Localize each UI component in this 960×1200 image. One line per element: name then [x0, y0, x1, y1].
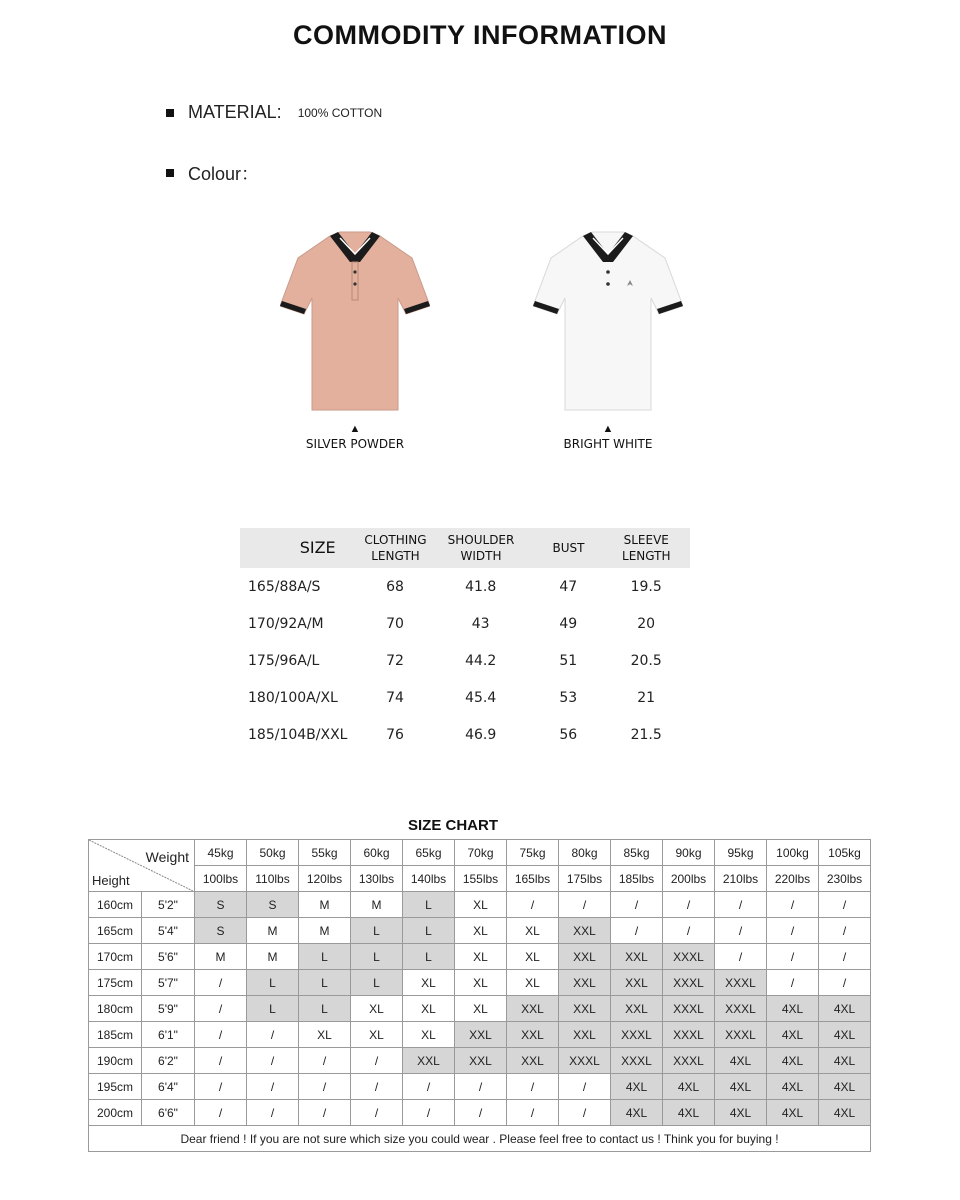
height-ft-cell: 5'6" — [142, 944, 195, 970]
polo-shirt-icon — [533, 228, 683, 412]
size-cell: 4XL — [611, 1074, 663, 1100]
size-cell: XXL — [559, 1022, 611, 1048]
height-cm-cell: 200cm — [89, 1100, 142, 1126]
size-cell: XXXL — [663, 970, 715, 996]
colour-label: Colour： — [188, 164, 260, 184]
header-size: SIZE — [299, 538, 336, 557]
measurement-cell: 46.9 — [465, 726, 497, 743]
colour-row — [166, 160, 259, 186]
height-ft-cell: 5'9" — [142, 996, 195, 1022]
measurement-table — [240, 528, 690, 753]
size-cell: XL — [507, 944, 559, 970]
size-cell: / — [195, 1048, 247, 1074]
size-cell: / — [611, 918, 663, 944]
size-cell: / — [559, 892, 611, 918]
header-bust: BUST — [552, 541, 585, 555]
size-cell: / — [351, 1048, 403, 1074]
size-cell: XXXL — [611, 1048, 663, 1074]
weight-kg-cell: 75kg — [507, 840, 559, 866]
weight-kg-cell: 45kg — [195, 840, 247, 866]
header-sleeve-length: SLEEVE LENGTH — [622, 533, 671, 563]
size-cell: XXL — [611, 970, 663, 996]
weight-lbs-cell: 140lbs — [403, 866, 455, 892]
weight-lbs-cell: 100lbs — [195, 866, 247, 892]
measurement-row — [240, 642, 690, 679]
size-cell: 4XL — [663, 1074, 715, 1100]
measurement-row — [240, 568, 690, 605]
size-cell: 4XL — [767, 1048, 819, 1074]
size-cell: / — [819, 892, 871, 918]
measurement-cell: 47 — [559, 578, 578, 595]
size-cell: XXXL — [663, 944, 715, 970]
size-cell: / — [195, 1100, 247, 1126]
weight-kg-cell: 95kg — [715, 840, 767, 866]
size-cell: L — [403, 944, 455, 970]
size-cell: / — [663, 918, 715, 944]
size-cell: / — [819, 944, 871, 970]
size-cell: XXL — [559, 970, 611, 996]
measurement-cell: 20.5 — [630, 652, 662, 669]
measurement-row — [240, 605, 690, 642]
measurement-cell: 56 — [559, 726, 578, 743]
size-cell: / — [767, 892, 819, 918]
height-cm-cell: 185cm — [89, 1022, 142, 1048]
weight-kg-cell: 50kg — [247, 840, 299, 866]
measurement-cell: 68 — [386, 578, 404, 595]
weight-kg-cell: 85kg — [611, 840, 663, 866]
material-row — [166, 102, 382, 123]
measurement-header — [240, 528, 690, 568]
size-cell: / — [299, 1074, 351, 1100]
weight-lbs-cell: 120lbs — [299, 866, 351, 892]
size-cell: 4XL — [767, 1074, 819, 1100]
size-cell: M — [299, 892, 351, 918]
size-cell: XXXL — [663, 1048, 715, 1074]
size-chart-row — [89, 996, 871, 1022]
bullet-icon — [166, 169, 174, 177]
size-cell: 4XL — [767, 1100, 819, 1126]
height-cm-cell: 170cm — [89, 944, 142, 970]
size-cell: 4XL — [715, 1048, 767, 1074]
size-cell: XL — [403, 970, 455, 996]
weight-kg-cell: 60kg — [351, 840, 403, 866]
measurement-cell: 45.4 — [465, 689, 497, 706]
size-cell: L — [351, 918, 403, 944]
size-cell: L — [351, 944, 403, 970]
weight-kg-cell: 65kg — [403, 840, 455, 866]
size-cell: / — [247, 1048, 299, 1074]
weight-label: Weight — [145, 849, 189, 865]
size-cell: / — [663, 892, 715, 918]
size-cell: L — [247, 970, 299, 996]
size-cell: XL — [455, 892, 507, 918]
size-cell: 4XL — [819, 996, 871, 1022]
size-cell: XXL — [455, 1048, 507, 1074]
weight-lbs-cell: 155lbs — [455, 866, 507, 892]
weight-lbs-cell: 210lbs — [715, 866, 767, 892]
size-cell: L — [299, 970, 351, 996]
size-cell: / — [247, 1100, 299, 1126]
size-cell: 4XL — [767, 1022, 819, 1048]
weight-lbs-cell: 200lbs — [663, 866, 715, 892]
size-cell: XL — [455, 944, 507, 970]
color-option-silver-powder[interactable] — [275, 228, 435, 451]
size-cell: XXL — [403, 1048, 455, 1074]
size-chart-title: SIZE CHART — [408, 817, 498, 834]
size-cell: XL — [403, 996, 455, 1022]
height-cm-cell: 160cm — [89, 892, 142, 918]
size-cell: / — [247, 1022, 299, 1048]
size-cell: / — [507, 1100, 559, 1126]
measurement-cell: 21 — [637, 689, 656, 706]
size-cell: L — [247, 996, 299, 1022]
size-cell: XL — [507, 970, 559, 996]
size-cell: XXL — [507, 1022, 559, 1048]
corner-cell — [89, 840, 195, 892]
size-cell: / — [403, 1100, 455, 1126]
height-ft-cell: 5'4" — [142, 918, 195, 944]
size-cell: XL — [507, 918, 559, 944]
size-cell: / — [559, 1100, 611, 1126]
size-cell: XXL — [611, 996, 663, 1022]
size-cell: / — [455, 1074, 507, 1100]
size-cell: S — [195, 918, 247, 944]
size-cell: M — [299, 918, 351, 944]
height-cm-cell: 175cm — [89, 970, 142, 996]
size-cell: L — [403, 918, 455, 944]
size-cell: M — [247, 944, 299, 970]
size-cell: / — [299, 1048, 351, 1074]
measurement-cell: 175/96A/L — [248, 652, 320, 669]
weight-kg-cell: 105kg — [819, 840, 871, 866]
measurement-row — [240, 679, 690, 716]
size-cell: / — [507, 892, 559, 918]
size-cell: XL — [299, 1022, 351, 1048]
measurement-cell: 21.5 — [630, 726, 662, 743]
polo-shirt-icon — [280, 228, 430, 412]
size-cell: XL — [455, 918, 507, 944]
weight-lbs-cell: 130lbs — [351, 866, 403, 892]
size-cell: / — [195, 1074, 247, 1100]
measurement-cell: 165/88A/S — [248, 578, 321, 595]
size-cell: M — [195, 944, 247, 970]
size-cell: S — [247, 892, 299, 918]
height-ft-cell: 5'7" — [142, 970, 195, 996]
height-cm-cell: 195cm — [89, 1074, 142, 1100]
measurement-cell: 74 — [386, 689, 404, 706]
measurement-cell: 70 — [386, 615, 404, 632]
size-cell: XXL — [559, 918, 611, 944]
size-cell: / — [403, 1074, 455, 1100]
size-cell: / — [767, 970, 819, 996]
size-cell: L — [403, 892, 455, 918]
size-cell: XXXL — [663, 996, 715, 1022]
size-chart-row — [89, 1048, 871, 1074]
size-cell: / — [819, 918, 871, 944]
size-cell: XXL — [507, 1048, 559, 1074]
height-ft-cell: 6'6" — [142, 1100, 195, 1126]
size-cell: XL — [351, 996, 403, 1022]
color-name: BRIGHT WHITE — [563, 437, 653, 451]
size-chart-row — [89, 1022, 871, 1048]
measurement-cell: 49 — [559, 615, 578, 632]
size-cell: / — [351, 1100, 403, 1126]
measurement-cell: 53 — [559, 689, 578, 706]
size-cell: XL — [351, 1022, 403, 1048]
material-value: 100% COTTON — [297, 105, 383, 120]
size-cell: / — [195, 996, 247, 1022]
size-cell: XXL — [507, 996, 559, 1022]
size-cell: / — [507, 1074, 559, 1100]
size-cell: / — [195, 970, 247, 996]
height-ft-cell: 6'1" — [142, 1022, 195, 1048]
size-cell: / — [351, 1074, 403, 1100]
size-cell: 4XL — [819, 1074, 871, 1100]
height-cm-cell: 165cm — [89, 918, 142, 944]
height-cm-cell: 190cm — [89, 1048, 142, 1074]
size-cell: XL — [455, 996, 507, 1022]
bullet-icon — [166, 109, 174, 117]
size-cell: XXL — [611, 944, 663, 970]
size-cell: / — [299, 1100, 351, 1126]
size-chart-row — [89, 918, 871, 944]
size-cell: / — [715, 892, 767, 918]
header-shoulder-width: SHOULDER WIDTH — [447, 533, 515, 563]
measurement-cell: 41.8 — [465, 578, 497, 595]
size-cell: XXL — [559, 996, 611, 1022]
size-cell: 4XL — [611, 1100, 663, 1126]
weight-lbs-cell: 230lbs — [819, 866, 871, 892]
size-cell: 4XL — [715, 1100, 767, 1126]
size-cell: / — [455, 1100, 507, 1126]
size-chart-row — [89, 892, 871, 918]
weight-kg-cell: 80kg — [559, 840, 611, 866]
height-cm-cell: 180cm — [89, 996, 142, 1022]
material-label: MATERIAL: — [188, 102, 282, 122]
size-cell: / — [611, 892, 663, 918]
size-cell: / — [195, 1022, 247, 1048]
color-name: SILVER POWDER — [305, 437, 405, 451]
size-cell: / — [247, 1074, 299, 1100]
size-cell: / — [767, 918, 819, 944]
size-cell: / — [767, 944, 819, 970]
size-cell: XXXL — [715, 996, 767, 1022]
weight-kg-cell: 100kg — [767, 840, 819, 866]
size-cell: 4XL — [767, 996, 819, 1022]
color-option-bright-white[interactable] — [528, 228, 688, 451]
weight-lbs-cell: 220lbs — [767, 866, 819, 892]
header-clothing-length: CLOTHING LENGTH — [364, 533, 427, 563]
height-ft-cell: 5'2" — [142, 892, 195, 918]
weight-kg-cell: 90kg — [663, 840, 715, 866]
measurement-cell: 185/104B/XXL — [248, 726, 348, 743]
height-ft-cell: 6'2" — [142, 1048, 195, 1074]
weight-lbs-cell: 185lbs — [611, 866, 663, 892]
measurement-cell: 72 — [386, 652, 404, 669]
measurement-cell: 51 — [559, 652, 578, 669]
height-ft-cell: 6'4" — [142, 1074, 195, 1100]
size-chart-footer: Dear friend ! If you are not sure which size you could wear . Please feel free to contact us ! Think you for buying ! — [89, 1126, 871, 1152]
size-cell: XXL — [559, 944, 611, 970]
measurement-cell: 19.5 — [630, 578, 662, 595]
size-cell: 4XL — [819, 1048, 871, 1074]
weight-kg-cell: 55kg — [299, 840, 351, 866]
weight-kg-cell: 70kg — [455, 840, 507, 866]
size-cell: 4XL — [819, 1100, 871, 1126]
size-cell: / — [715, 918, 767, 944]
measurement-cell: 170/92A/M — [248, 615, 324, 632]
size-cell: 4XL — [819, 1022, 871, 1048]
size-cell: M — [247, 918, 299, 944]
size-cell: XXXL — [559, 1048, 611, 1074]
page-title: COMMODITY INFORMATION — [293, 20, 667, 50]
size-chart-row — [89, 970, 871, 996]
measurement-cell: 76 — [386, 726, 404, 743]
size-cell: M — [351, 892, 403, 918]
size-cell: 4XL — [715, 1074, 767, 1100]
size-cell: L — [299, 996, 351, 1022]
size-chart-row — [89, 944, 871, 970]
size-cell: L — [299, 944, 351, 970]
height-label: Height — [92, 873, 130, 888]
size-cell: XL — [455, 970, 507, 996]
size-chart-row — [89, 1100, 871, 1126]
weight-lbs-cell: 175lbs — [559, 866, 611, 892]
size-cell: XXXL — [715, 1022, 767, 1048]
measurement-row — [240, 716, 690, 753]
size-cell: S — [195, 892, 247, 918]
measurement-cell: 20 — [637, 615, 656, 632]
weight-lbs-cell: 110lbs — [247, 866, 299, 892]
size-cell: XXXL — [715, 970, 767, 996]
size-cell: XL — [403, 1022, 455, 1048]
arrow-up-icon: ▲ — [602, 423, 614, 435]
size-cell: / — [559, 1074, 611, 1100]
measurement-cell: 180/100A/XL — [248, 689, 338, 706]
weight-lbs-cell: 165lbs — [507, 866, 559, 892]
size-cell: / — [819, 970, 871, 996]
size-cell: XXL — [455, 1022, 507, 1048]
size-cell: 4XL — [663, 1100, 715, 1126]
size-chart-row — [89, 1074, 871, 1100]
measurement-cell: 44.2 — [465, 652, 497, 669]
size-chart-table — [88, 839, 871, 1152]
arrow-up-icon: ▲ — [349, 423, 361, 435]
size-cell: XXXL — [663, 1022, 715, 1048]
size-cell: L — [351, 970, 403, 996]
size-cell: XXXL — [611, 1022, 663, 1048]
size-cell: / — [715, 944, 767, 970]
measurement-cell: 43 — [471, 615, 490, 632]
